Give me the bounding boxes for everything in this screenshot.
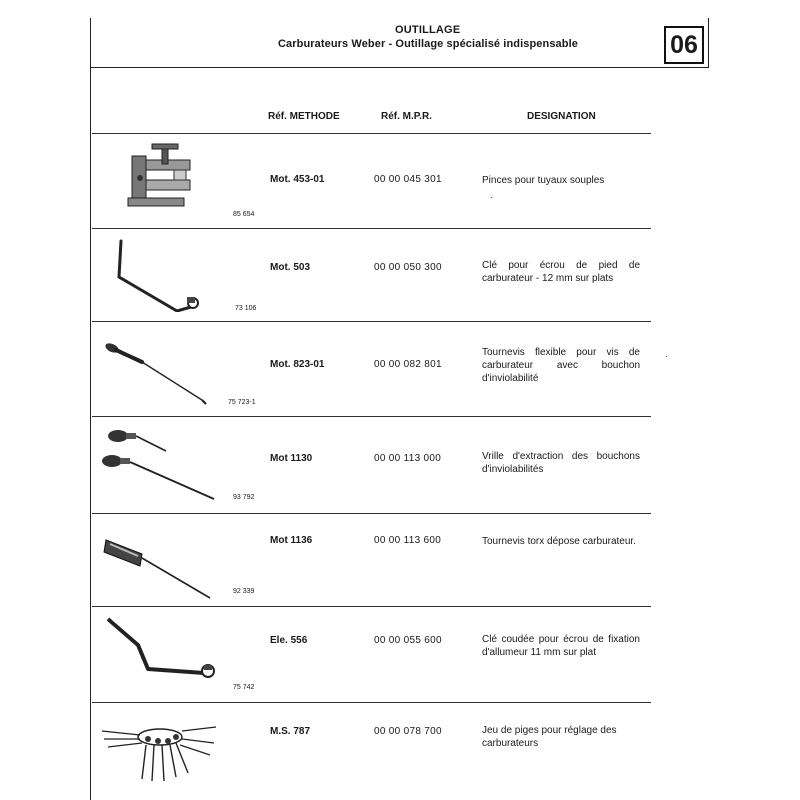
ref-mpr: 00 00 045 301: [374, 174, 442, 185]
gauge-pin-set-illustration: [100, 717, 220, 797]
designation: Vrille d'extraction des bouchons d'inviolabilités: [482, 451, 640, 475]
page-left-border: [90, 18, 91, 800]
designation: Clé coudée pour écrou de fixation d'allumeur 11 mm sur plat: [482, 634, 640, 658]
table-row: [92, 134, 652, 228]
designation: Tournevis torx dépose carburateur.: [482, 536, 636, 547]
ref-methode: Mot. 503: [270, 262, 311, 273]
column-header-ref-mpr: Réf. M.P.R.: [381, 111, 432, 122]
table-row: [92, 703, 652, 800]
table-row: [92, 322, 652, 416]
designation: Jeu de piges pour réglage des carburateurs: [482, 725, 617, 749]
ref-mpr: 00 00 055 600: [374, 635, 442, 646]
ref-mpr: 00 00 113 600: [374, 535, 442, 546]
ref-methode: Ele. 556: [270, 635, 308, 646]
table-row: [92, 417, 652, 513]
table-row: [92, 514, 652, 606]
photo-reference: 92 339: [233, 588, 255, 595]
designation: Clé pour écrou de pied de carburateur - 12 mm sur plats: [482, 260, 640, 284]
designation: Pinces pour tuyaux souples: [482, 175, 605, 186]
hose-clamp-pliers-illustration: [122, 142, 202, 216]
page-title: OUTILLAGE: [395, 24, 461, 36]
stray-mark: ·: [665, 351, 668, 361]
table-row: [92, 229, 652, 321]
flexible-screwdriver-illustration: [102, 340, 212, 410]
chapter-number: 06: [664, 26, 704, 64]
ref-mpr: 00 00 082 801: [374, 359, 442, 370]
header-right-border: [708, 18, 709, 68]
ref-mpr: 00 00 078 700: [374, 726, 442, 737]
table-row: [92, 607, 652, 702]
page-subtitle: Carburateurs Weber - Outillage spécialisé indispensable: [278, 38, 578, 50]
ref-methode: Mot 1136: [270, 535, 313, 546]
header-rule: [90, 67, 709, 68]
photo-reference: 73 106: [235, 305, 257, 312]
torx-screwdriver-illustration: [102, 526, 214, 602]
ref-methode: Mot. 823-01: [270, 359, 325, 370]
photo-reference: 75 742: [233, 684, 255, 691]
photo-reference: 93 792: [233, 494, 255, 501]
ref-methode: Mot 1130: [270, 453, 313, 464]
ref-mpr: 00 00 113 000: [374, 453, 442, 464]
ref-methode: M.S. 787: [270, 726, 311, 737]
designation: Tournevis flexible pour vis de carburateur avec bouchon d'inviolabilité: [482, 347, 640, 384]
column-header-designation: DESIGNATION: [527, 111, 596, 122]
column-header-ref-methode: Réf. METHODE: [268, 111, 340, 122]
photo-reference: 85 654: [233, 211, 255, 218]
angled-wrench-illustration: [107, 237, 207, 312]
angled-wrench-illustration: [104, 615, 222, 681]
ref-mpr: 00 00 050 300: [374, 262, 442, 273]
extraction-drill-bits-illustration: [100, 425, 220, 505]
stray-mark: .: [490, 190, 493, 200]
ref-methode: Mot. 453-01: [270, 174, 325, 185]
photo-reference: 75 723-1: [228, 399, 256, 406]
